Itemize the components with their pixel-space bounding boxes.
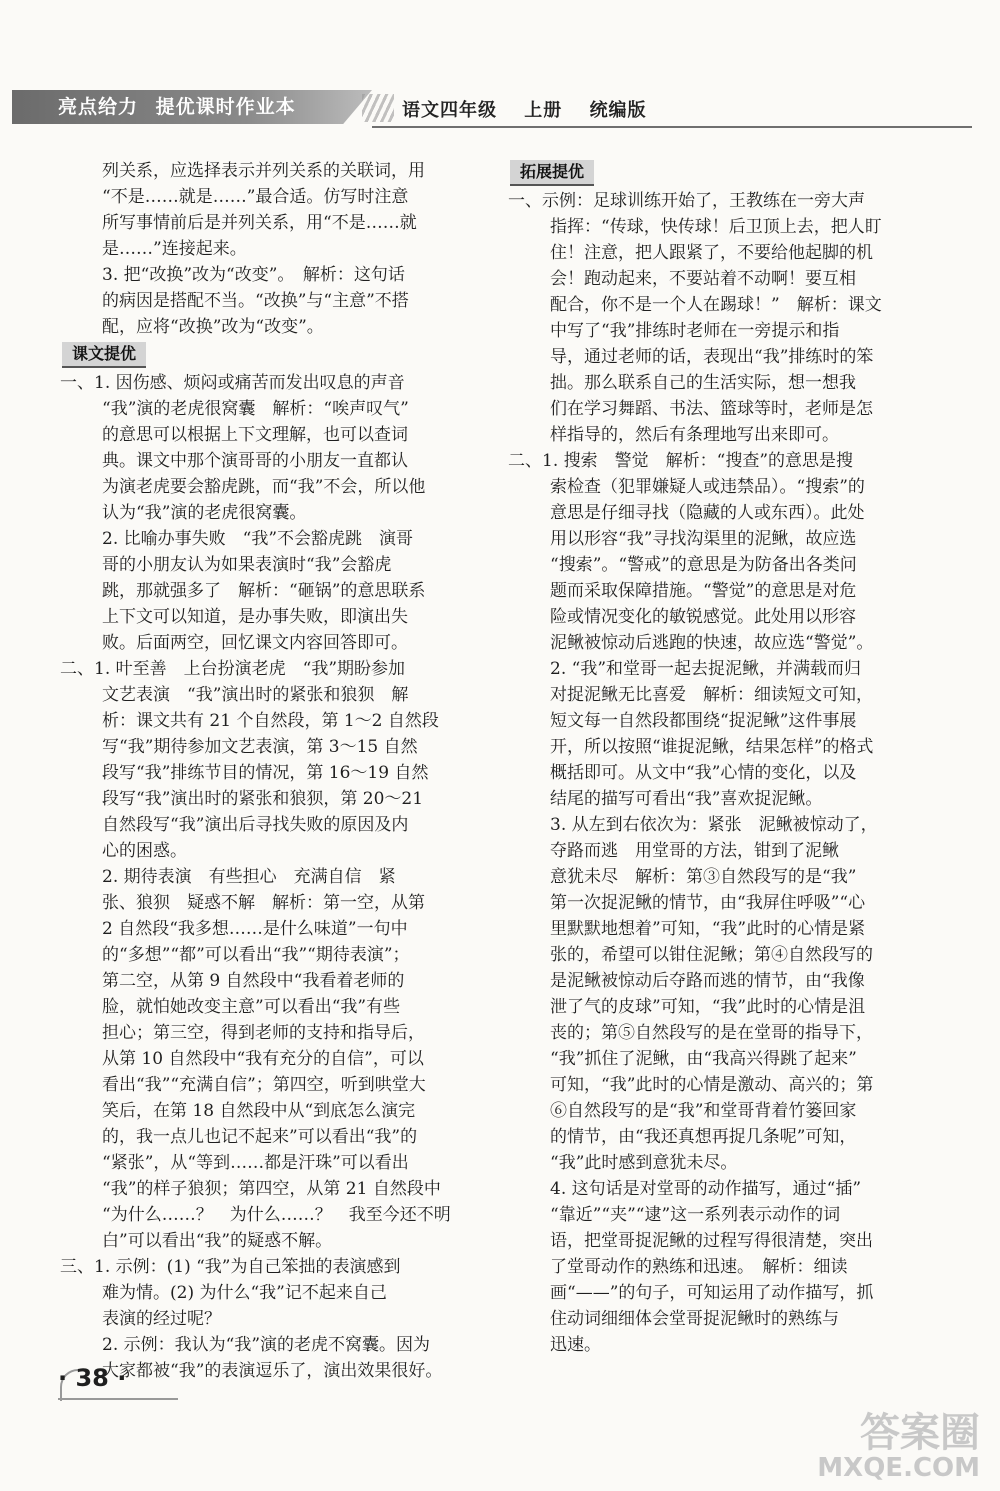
text-line: 段写“我”演出时的紧张和狼狈，第 20～21 [102, 789, 424, 809]
text-line: 住！注意，把人跟紧了，不要给他起脚的机 [550, 243, 873, 263]
text-line: 列关系，应选择表示并列关系的关联词，用 [102, 161, 425, 181]
text-line: 2 自然段“我多想……是什么味道”一句中 [102, 919, 408, 939]
text-line: 索检查（犯罪嫌疑人或违禁品）。“搜索”的 [550, 477, 865, 497]
text-line: 第二空，从第 9 自然段中“我看着老师的 [102, 971, 405, 991]
text-line: 一、示例：足球训练开始了，王教练在一旁大声 [508, 191, 865, 211]
text-line: 会！跑动起来，不要站着不动啊！要互相 [550, 269, 856, 289]
text-line: 4. 这句话是对堂哥的动作描写，通过“插” [550, 1179, 862, 1199]
text-line: 笑后，在第 18 自然段中从“到底怎么演完 [102, 1101, 416, 1121]
text-line: 样指导的，然后有条理地写出来即可。 [550, 425, 839, 445]
text-line: 意犹未尽 解析：第③自然段写的是“我” [550, 867, 857, 887]
text-line: 哥的小朋友认为如果表演时“我”会豁虎 [102, 555, 392, 575]
text-line: 短文每一自然段都围绕“捉泥鳅”这件事展 [550, 711, 857, 731]
section-header [60, 340, 480, 370]
text-line: 迅速。 [550, 1335, 601, 1355]
brand-title [58, 92, 306, 122]
section-title: 课文提优 [62, 342, 146, 368]
text-line: 上下文可以知道，是办事失败，即演出失 [102, 607, 408, 627]
text-line: 的意思可以根据上下文理解，也可以查词 [102, 425, 408, 445]
text-line: 泄了气的皮球”可知，“我”此时的心情是沮 [550, 997, 866, 1017]
text-line: “我”抓住了泥鳅，由“我高兴得跳了起来” [550, 1049, 857, 1069]
text-line: 指挥：“传球，快传球！后卫顶上去，把人盯 [550, 217, 882, 237]
text-line: 的病因是搭配不当。“改换”与“主意”不搭 [102, 291, 409, 311]
text-line: “我”此时感到意犹未尽。 [550, 1153, 738, 1173]
text-line: “我”演的老虎很窝囊 解析：“唉声叹气” [102, 399, 409, 419]
text-line: 2. 期待表演 有些担心 充满自信 紧 [102, 867, 396, 887]
text-line: “不是……就是……”最合适。仿写时注意 [102, 187, 409, 207]
text-line: 泥鳅被惊动后逃跑的快速，故应选“警觉”。 [550, 633, 874, 653]
text-line: 了堂哥动作的熟练和迅速。 解析：细读 [550, 1257, 848, 1277]
text-line: 2. 示例：我认为“我”演的老虎不窝囊。因为 [102, 1335, 431, 1355]
text-line: 2. “我”和堂哥一起去捉泥鳅，并满载而归 [550, 659, 862, 679]
text-line: 住动词细细体会堂哥捉泥鳅时的熟练与 [550, 1309, 839, 1329]
text-line: 从第 10 自然段中“我有充分的自信”，可以 [102, 1049, 424, 1069]
text-line: 为演老虎要会豁虎跳，而“我”不会，所以他 [102, 477, 426, 497]
text-line: 是泥鳅被惊动后夺路而逃的情节，由“我像 [550, 971, 865, 991]
watermark-url: MXQE.COM [817, 1453, 980, 1483]
text-line: 是……”连接起来。 [102, 239, 247, 259]
text-line: 丧的；第⑤自然段写的是在堂哥的指导下， [550, 1023, 873, 1043]
text-line: 看出“我”“充满自信”；第四空，听到哄堂大 [102, 1075, 426, 1095]
text-line: 白”可以看出“我”的疑惑不解。 [102, 1231, 333, 1251]
section-title: 拓展提优 [510, 160, 594, 186]
text-line: 张、狼狈 疑惑不解 解析：第一空，从第 [102, 893, 425, 913]
text-line: “为什么……？ 为什么……？ 我至今还不明 [102, 1205, 451, 1225]
text-line: 张的，希望可以钳住泥鳅；第④自然段写的 [550, 945, 873, 965]
text-line: 大家都被“我”的表演逗乐了，演出效果很好。 [102, 1361, 443, 1381]
text-line: 脸，就怕她改变主意”可以看出“我”有些 [102, 997, 401, 1017]
text-line: 认为“我”演的老虎很窝囊。 [102, 503, 307, 523]
left-column [60, 158, 480, 1384]
text-line: 意思是仔细寻找（隐藏的人或东西）。此处 [550, 503, 865, 523]
text-line: 们在学习舞蹈、书法、篮球等时，老师是怎 [550, 399, 873, 419]
text-line: 里默默地想着”可知，“我”此时的心情是紧 [550, 919, 866, 939]
text-line: 概括即可。从文中“我”心情的变化，以及 [550, 763, 857, 783]
page-header [12, 88, 972, 128]
text-line: 配，应将“改换”改为“改变”。 [102, 317, 324, 337]
edition: 统编版 [589, 100, 647, 121]
text-line: 对捉泥鳅无比喜爱 解析：细读短文可知， [550, 685, 873, 705]
text-line: 跳，那就强多了 解析：“砸锅”的意思联系 [102, 581, 426, 601]
page-number: · 38 · [58, 1364, 127, 1392]
text-line: 结尾的描写可看出“我”喜欢捉泥鳅。 [550, 789, 823, 809]
watermark-logo-text: 答案圈 [860, 1410, 980, 1456]
decorative-stripes [362, 94, 394, 122]
text-line: 表演的经过呢？ [102, 1309, 221, 1329]
text-line: “紧张”，从“等到……都是汗珠”可以看出 [102, 1153, 409, 1173]
text-line: 用以形容“我”寻找沟渠里的泥鳅，故应选 [550, 529, 857, 549]
text-line: 开，所以按照“谁捉泥鳅，结果怎样”的格式 [550, 737, 874, 757]
text-line: 语，把堂哥捉泥鳅的过程写得很清楚，突出 [550, 1231, 873, 1251]
text-line: 难为情。(2) 为什么“我”记不起来自己 [102, 1283, 387, 1303]
right-column [508, 158, 940, 1358]
text-line: 写“我”期待参加文艺表演，第 3～15 自然 [102, 737, 418, 757]
book-info [402, 96, 667, 122]
text-line: 题而采取保障措施。“警觉”的意思是对危 [550, 581, 857, 601]
text-line: “靠近”“夹”“逮”这一系列表示动作的词 [550, 1205, 841, 1225]
text-line: 自然段写“我”演出后寻找失败的原因及内 [102, 815, 409, 835]
text-line: “搜索”。“警戒”的意思是为防备出各类问 [550, 555, 857, 575]
text-line: 段写“我”排练节目的情况，第 16～19 自然 [102, 763, 429, 783]
text-line: 一、1. 因伤感、烦闷或痛苦而发出叹息的声音 [60, 373, 405, 393]
text-line: 文艺表演 “我”演出时的紧张和狼狈 解 [102, 685, 409, 705]
text-line: 第一次捉泥鳅的情节，由“我屏住呼吸”“心 [550, 893, 866, 913]
text-line: 的，我一点儿也记不起来”可以看出“我”的 [102, 1127, 418, 1147]
text-line: 画“——”的句子，可知运用了动作描写，抓 [550, 1283, 874, 1303]
text-line: 导，通过老师的话，表现出“我”排练时的笨 [550, 347, 874, 367]
text-line: 拙。那么联系自己的生活实际，想一想我 [550, 373, 856, 393]
text-line: 中写了“我”排练时老师在一旁提示和指 [550, 321, 840, 341]
footer-rule [58, 1398, 178, 1400]
header-rule [372, 126, 972, 128]
text-line: 夺路而逃 用堂哥的方法，钳到了泥鳅 [550, 841, 839, 861]
watermark [817, 1410, 980, 1483]
text-line: 配合，你不是一个人在踢球！” 解析：课文 [550, 295, 882, 315]
text-line: 二、1. 叶至善 上台扮演老虎 “我”期盼参加 [60, 659, 406, 679]
text-line: 析：课文共有 21 个自然段，第 1～2 自然段 [102, 711, 439, 731]
text-line: “我”的样子狼狈；第四空，从第 21 自然段中 [102, 1179, 441, 1199]
subject-grade: 语文四年级 [402, 100, 497, 121]
brand-name: 亮点给力 [58, 96, 139, 118]
text-line: 3. 把“改换”改为“改变”。 解析：这句话 [102, 265, 405, 285]
text-line: 担心；第三空，得到老师的支持和指导后， [102, 1023, 425, 1043]
text-line: 2. 比喻办事失败 “我”不会豁虎跳 演哥 [102, 529, 414, 549]
text-line: 心的困惑。 [102, 841, 187, 861]
volume: 上册 [524, 100, 563, 121]
text-line: 可知，“我”此时的心情是激动、高兴的；第 [550, 1075, 874, 1095]
text-line: ⑥自然段写的是“我”和堂哥背着竹篓回家 [550, 1101, 857, 1121]
text-line: 所写事情前后是并列关系，用“不是……就 [102, 213, 417, 233]
text-line: 三、1. 示例：(1) “我”为自己笨拙的表演感到 [60, 1257, 401, 1277]
text-line: 败。后面两空，回忆课文内容回答即可。 [102, 633, 408, 653]
text-line: 3. 从左到右依次为：紧张 泥鳅被惊动了， [550, 815, 878, 835]
brand-series: 提优课时作业本 [155, 96, 296, 118]
text-line: 的“多想”“都”可以看出“我”“期待表演”； [102, 945, 410, 965]
text-line: 二、1. 搜索 警觉 解析：“搜查”的意思是搜 [508, 451, 854, 471]
text-line: 典。课文中那个演哥哥的小朋友一直都认 [102, 451, 408, 471]
text-line: 险或情况变化的敏锐感觉。此处用以形容 [550, 607, 856, 627]
text-line: 的情节，由“我还真想再捉几条呢”可知， [550, 1127, 857, 1147]
section-header [508, 158, 940, 188]
